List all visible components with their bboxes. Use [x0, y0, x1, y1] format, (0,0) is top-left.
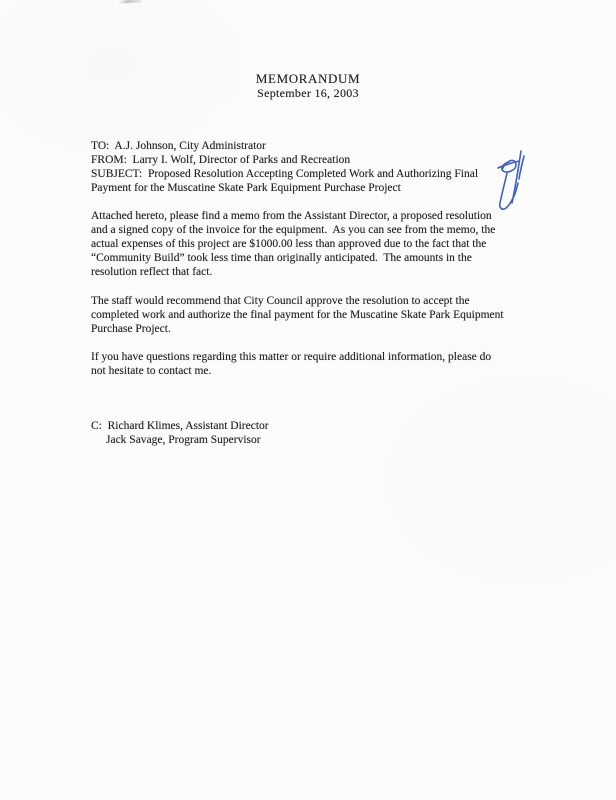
to-line: TO: A.J. Johnson, City Administrator: [91, 140, 266, 152]
paragraph-line: Purchase Project.: [91, 322, 171, 335]
memo-date: September 16, 2003: [257, 86, 359, 100]
paragraph-line: resolution reflect that fact.: [91, 265, 213, 278]
subject-line: Payment for the Muscatine Skate Park Equipment Purchase Project: [91, 181, 401, 194]
scan-artifact: [118, 0, 142, 4]
from-line: FROM: Larry I. Wolf, Director of Parks and Recreation: [91, 153, 351, 166]
paragraph-line: not hesitate to contact me.: [91, 364, 212, 377]
paragraph-3: [91, 351, 491, 379]
title-block: [0, 71, 616, 101]
paragraph-line: If you have questions regarding this matter or require additional information, please do: [91, 351, 492, 363]
paragraph-1: [91, 210, 495, 280]
subject-line: SUBJECT: Proposed Resolution Accepting Completed Work and Authorizing Final: [91, 167, 479, 180]
cc-block: [91, 420, 269, 448]
paragraph-line: “Community Build” took less time than originally anticipated. The amounts in the: [91, 251, 472, 264]
paragraph-line: The staff would recommend that City Council approve the resolution to accept the: [91, 295, 470, 307]
memo-title: MEMORANDUM: [255, 71, 361, 86]
cc-line: C: Richard Klimes, Assistant Director: [91, 420, 269, 432]
cc-line: Jack Savage, Program Supervisor: [106, 433, 261, 446]
address-block: [91, 140, 478, 196]
paragraph-2: [91, 295, 504, 337]
paragraph-line: Attached hereto, please find a memo from the Assistant Director, a proposed resolution: [91, 210, 492, 222]
paragraph-line: actual expenses of this project are $1000.00 less than approved due to the fact that the: [91, 237, 487, 250]
handwritten-initials-annotation: [488, 146, 536, 216]
paragraph-line: completed work and authorize the final payment for the Muscatine Skate Park Equipment: [91, 308, 504, 321]
paragraph-line: and a signed copy of the invoice for the equipment. As you can see from the memo, the: [91, 223, 496, 236]
